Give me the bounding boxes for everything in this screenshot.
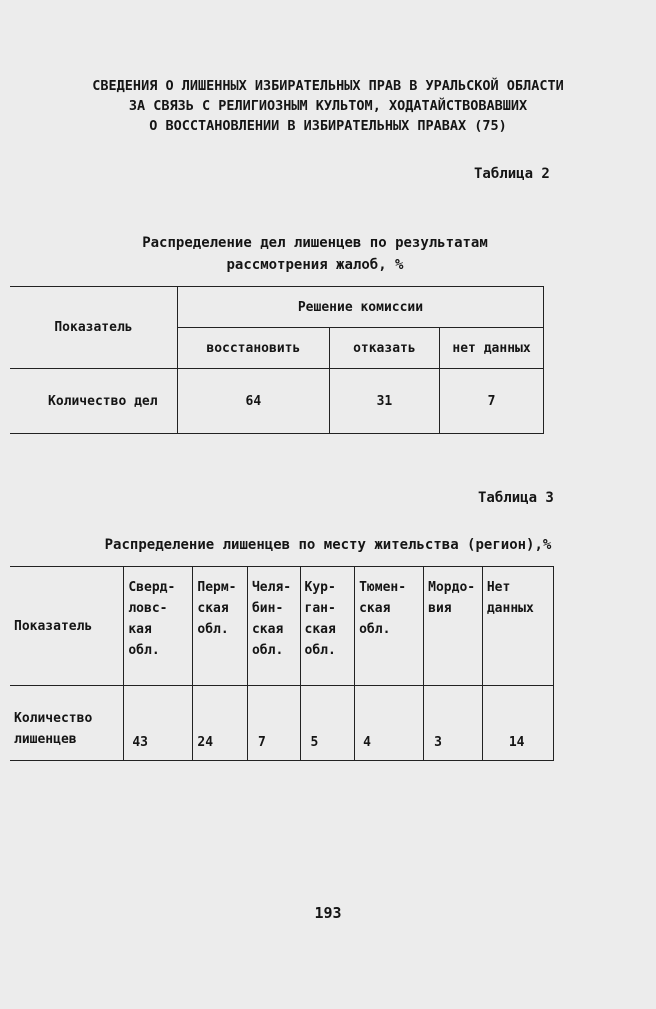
group-header: Решение комиссии: [177, 287, 543, 328]
table-cell: 24: [193, 686, 248, 761]
table-cell: 7: [440, 369, 544, 434]
caption-line: Распределение дел лишенцев по результатам: [142, 235, 488, 251]
table3: [10, 566, 554, 761]
document-title: [40, 76, 616, 136]
table-cell: 14: [482, 686, 553, 761]
title-line: ЗА СВЯЗЬ С РЕЛИГИОЗНЫМ КУЛЬТОМ, ХОДАТАЙСТВОВАВШИХ: [128, 98, 528, 114]
table-cell: 7: [247, 686, 300, 761]
table3-caption: [40, 534, 616, 556]
table-cell: 5: [300, 686, 355, 761]
column-header: отказать: [329, 328, 439, 369]
column-header: нет данных: [440, 328, 544, 369]
row-header: Показатель: [10, 567, 124, 686]
page-number: 193: [314, 904, 342, 922]
caption-line: Распределение лишенцев по месту жительства (регион),%: [104, 537, 552, 553]
column-header: Кур- ган- ская обл.: [300, 567, 355, 686]
column-header: Нет данных: [482, 567, 553, 686]
column-header: Мордо- вия: [424, 567, 483, 686]
table2: [10, 286, 544, 434]
table2-label: Таблица 2: [474, 166, 550, 182]
column-header: Тюмен- ская обл.: [355, 567, 424, 686]
table-cell: 43: [124, 686, 193, 761]
title-line: СВЕДЕНИЯ О ЛИШЕННЫХ ИЗБИРАТЕЛЬНЫХ ПРАВ В УРАЛЬСКОЙ ОБЛАСТИ: [92, 78, 564, 94]
column-header: восстановить: [177, 328, 329, 369]
table3-label: Таблица 3: [478, 490, 554, 506]
row-label: Количество лишенцев: [14, 711, 93, 747]
caption-line: рассмотрения жалоб, %: [226, 257, 404, 273]
row-header: Показатель: [10, 287, 177, 369]
column-header: Сверд- ловс- кая обл.: [124, 567, 193, 686]
row-label: Количество дел: [48, 393, 158, 409]
column-header: Челя- бин- ская обл.: [247, 567, 300, 686]
column-header: Перм- ская обл.: [193, 567, 248, 686]
table-cell: 4: [355, 686, 424, 761]
table2-caption: [110, 232, 520, 276]
table-cell: 3: [424, 686, 483, 761]
table-cell: 64: [177, 369, 329, 434]
table-cell: 31: [329, 369, 439, 434]
title-line: О ВОССТАНОВЛЕНИИ В ИЗБИРАТЕЛЬНЫХ ПРАВАХ (75): [149, 118, 507, 134]
